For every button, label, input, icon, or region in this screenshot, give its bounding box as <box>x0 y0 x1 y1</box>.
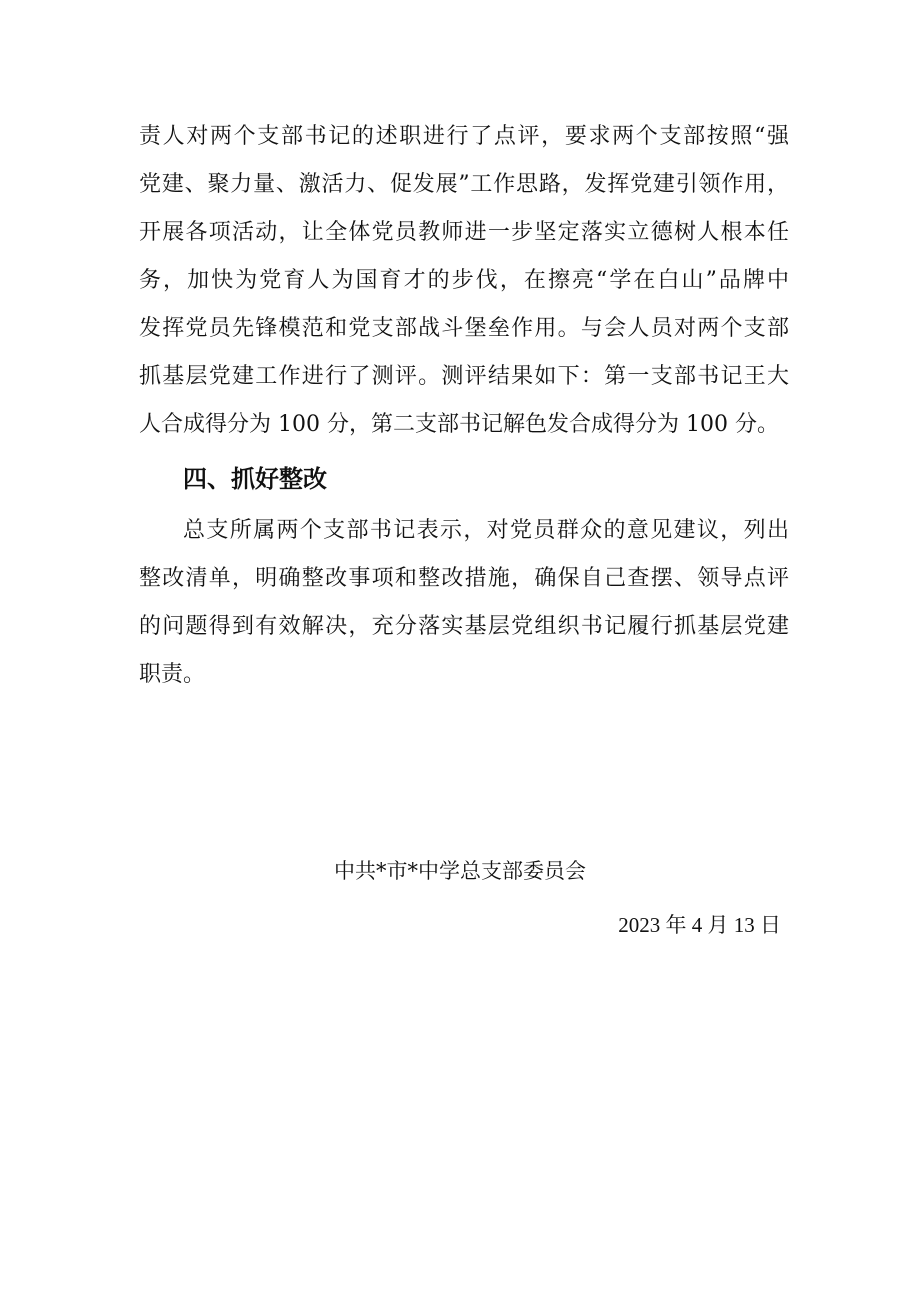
paragraph-line: 抓基层党建工作进行了测评。测评结果如下：第一支部书记王大 <box>139 364 789 389</box>
paragraph-line: 总支所属两个支部书记表示，对党员群众的意见建议，列出 <box>183 518 789 543</box>
paragraph-line: 的问题得到有效解决，充分落实基层党组织书记履行抓基层党建 <box>139 614 789 639</box>
paragraph-line: 整改清单，明确整改事项和整改措施，确保自己查摆、领导点评 <box>139 566 789 591</box>
paragraph-line: 党建、聚力量、激活力、促发展”工作思路，发挥党建引领作用， <box>139 172 789 197</box>
paragraph-line: 务，加快为党育人为国育才的步伐，在擦亮“学在白山”品牌中 <box>139 268 789 293</box>
paragraph-line: 发挥党员先锋模范和党支部战斗堡垒作用。与会人员对两个支部 <box>139 316 789 341</box>
signature-date: 2023 年 4 月 13 日 <box>618 913 781 937</box>
paragraph-line: 开展各项活动，让全体党员教师进一步坚定落实立德树人根本任 <box>139 220 789 245</box>
paragraph-line: 职责。 <box>139 662 206 687</box>
paragraph-line: 人合成得分为 100 分，第二支部书记解色发合成得分为 100 分。 <box>139 412 779 437</box>
paragraph-line: 责人对两个支部书记的述职进行了点评，要求两个支部按照“强 <box>139 124 789 149</box>
signature-organization: 中共*市*中学总支部委员会 <box>334 859 586 883</box>
section-heading: 四、抓好整改 <box>183 465 327 493</box>
